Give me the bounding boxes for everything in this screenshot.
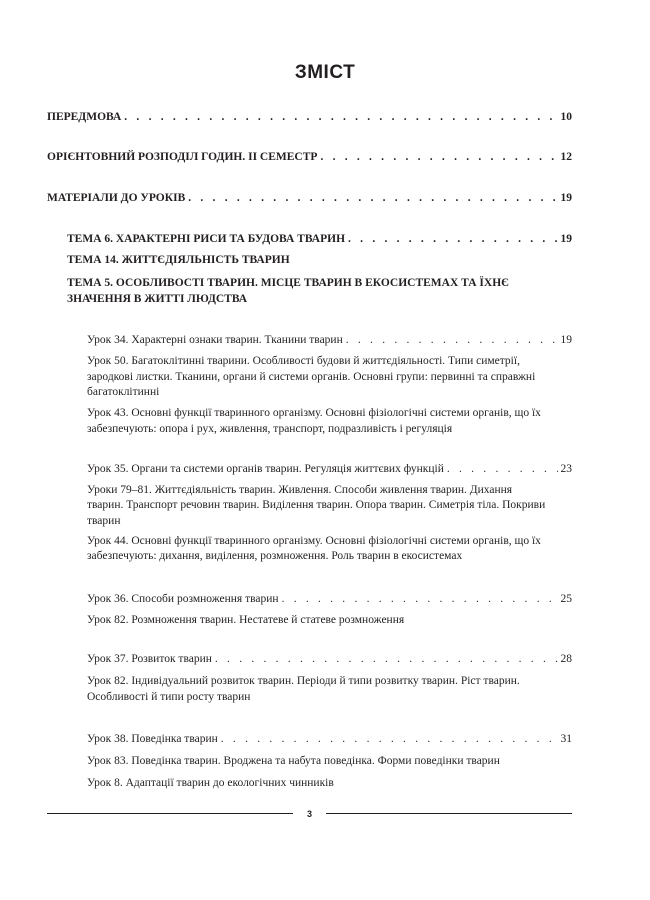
leader-dots <box>348 232 557 248</box>
toc-entry[interactable]: Уроки 79–81. Життєдіяльність тварин. Живлення. Способи живлення тварин. Дихання тварин. Транспорт речовин тварин. Виділення тварин. Опора тварин. Симетрія тіла. Покриви тварин <box>87 483 546 527</box>
toc-page: 31 <box>560 733 572 745</box>
leader-dots <box>447 462 558 478</box>
leader-dots <box>320 150 557 166</box>
toc-entry[interactable] <box>67 232 572 248</box>
toc-entry-text: Урок 37. Розвиток тварин <box>87 653 212 665</box>
toc-entry[interactable]: Урок 82. Індивідуальний розвиток тварин. Періоди й типи розвитку тварин. Ріст тварин. Особливості й типи росту тварин <box>87 675 520 703</box>
toc-entry[interactable]: ТЕМА 14. ЖИТТЄДІЯЛЬНІСТЬ ТВАРИН <box>67 254 290 266</box>
toc-entry-text: ТЕМА 6. ХАРАКТЕРНІ РИСИ ТА БУДОВА ТВАРИН <box>67 233 346 245</box>
toc-entry-text: ПЕРЕДМОВА <box>47 111 122 123</box>
leader-dots <box>221 732 558 748</box>
toc-entry[interactable] <box>87 592 572 608</box>
toc-entry[interactable]: Урок 43. Основні функції тваринного організму. Основні фізіологічні системи органів, що їх забезпечують: опора і рух, живлення, транспорт, подразливість і регуляція <box>87 407 541 435</box>
page-title: ЗМІСТ <box>294 62 356 83</box>
toc-page: 10 <box>560 111 572 123</box>
toc-entry[interactable] <box>87 462 572 478</box>
toc-entry[interactable]: Урок 82. Розмноження тварин. Нестатеве й статеве розмноження <box>87 614 405 626</box>
toc-entry[interactable]: Урок 50. Багатоклітинні тварини. Особливості будови й життєдіяльності. Типи симетрії, зародкові листки. Тканини, органи й системи органів. Основні групи: первинні та справжні багатоклітинні <box>87 355 536 398</box>
footer-rule-left <box>47 813 293 814</box>
toc-entry[interactable]: ТЕМА 5. ОСОБЛИВОСТІ ТВАРИН. МІСЦЕ ТВАРИН В ЕКОСИСТЕМАХ ТА ЇХНЄ ЗНАЧЕННЯ В ЖИТТІ ЛЮДСТВА <box>67 277 509 305</box>
page-number: 3 <box>307 808 313 819</box>
toc-entry[interactable] <box>47 191 572 207</box>
toc-entry[interactable]: Урок 83. Поведінка тварин. Вроджена та набута поведінка. Форми поведінки тварин <box>87 755 500 767</box>
toc-entry[interactable] <box>47 110 572 126</box>
footer-rule-right <box>326 813 572 814</box>
leader-dots <box>215 652 558 668</box>
toc-entry-text: МАТЕРІАЛИ ДО УРОКІВ <box>47 192 186 204</box>
leader-dots <box>282 592 558 608</box>
toc-entry[interactable] <box>87 333 572 349</box>
toc-entry-text: Урок 36. Способи розмноження тварин <box>87 593 279 605</box>
toc-entry[interactable]: Урок 8. Адаптації тварин до екологічних чинників <box>87 777 334 789</box>
toc-page: 19 <box>560 233 572 245</box>
toc-entry[interactable] <box>47 150 572 166</box>
toc-page: 23 <box>560 462 572 475</box>
leader-dots <box>124 110 557 126</box>
toc-page: 19 <box>560 192 572 204</box>
toc-entry-text: Урок 38. Поведінка тварин <box>87 733 218 745</box>
toc-entry-text: Урок 34. Характерні ознаки тварин. Тканини тварин <box>87 334 343 346</box>
page-footer <box>47 809 572 819</box>
leader-dots <box>188 191 557 207</box>
toc-page: 28 <box>560 653 572 665</box>
toc-entry[interactable] <box>87 652 572 668</box>
table-of-contents <box>47 110 572 819</box>
toc-page: 12 <box>560 151 572 163</box>
leader-dots <box>346 333 558 349</box>
toc-entry[interactable] <box>87 732 572 748</box>
toc-entry-text: ОРІЄНТОВНИЙ РОЗПОДІЛ ГОДИН. ІІ СЕМЕСТР <box>47 151 318 163</box>
toc-page: 19 <box>560 334 572 346</box>
toc-entry[interactable]: Урок 44. Основні функції тваринного організму. Основні фізіологічні системи органів, що їх забезпечують: дихання, виділення, розмноження. Роль тварин в екосистемах <box>87 534 541 562</box>
toc-page: 25 <box>560 593 572 605</box>
toc-entry-text: Урок 35. Органи та системи органів тварин. Регуляція життєвих функцій <box>87 462 444 475</box>
